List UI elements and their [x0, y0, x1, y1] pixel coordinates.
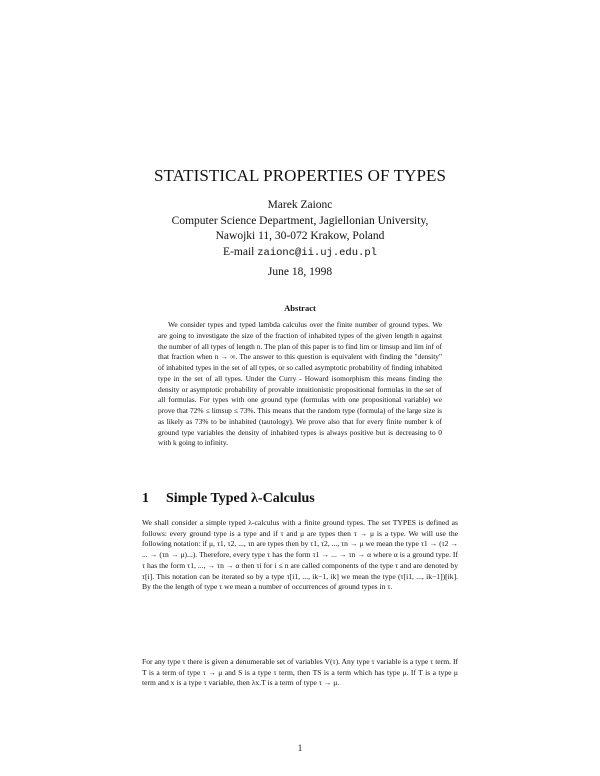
abstract-body: We consider types and typed lambda calculus over the finite number of ground types. We are going to investigate the size of the fraction of inhabited types of the given length n against the number of all types of length n. The plan of this paper is to find lim or limsup and lim inf of that fraction when n → ∞. The answer to this question is equivalent with finding the "density" of inhabited types in the set of all types, or so called asymptotic probability of finding inhabited type in the set of all types. Under the Curry - Howard isomorphism this means finding the density or asymptotic probability of provable intuitionistic propositional formulas in the set of all formulas. For types with one ground type (formulas with one propositional variable) we prove that 72% ≤ limsup ≤ 73%. This means that the random type (formula) of the large size is as likely as 73% to be inhabited (tautology). We prove also that for every finite number k of ground type variables the density of inhabited types is always positive but is decreasing to 0 with k going to infinity. [158, 320, 442, 448]
paper-title: STATISTICAL PROPERTIES OF TYPES [153, 166, 447, 185]
section-paragraph-1: We shall consider a simple typed λ-calculus with a finite ground types. The set TYPES is defined as follows: every ground type is a type and if τ and μ are types then τ → μ is a type. We will use the following notation: if μ, τ1, τ2, ..., τn are types then by τ1, τ2, ..., τn → μ we mean the type τ1 → (τ2 → ... → (τn → μ)...). Therefore, every type τ has the form τ1 → ... → τn → α where α is a ground type. If τ has the form τ1, ..., → τn → α then τi for i ≤ n are called components of the type τ and are denoted by τ[i]. This notation can be iterated so by a type τ[i1, ..., ik−1, ik] we mean the type (τ[i1, ..., ik−1])[ik]. By the the length of type τ we mean a number of occurrences of ground types in τ. [142, 518, 458, 592]
author-email: zaionc@ii.uj.edu.pl [257, 246, 377, 259]
author-email-line [0, 245, 600, 262]
paper-date: June 18, 1998 [267, 266, 333, 278]
section-paragraph-2: For any type τ there is given a denumerable set of variables V(τ). Any type τ variable is a type τ term. If T is a term of type τ → μ and S is a type τ term, then TS is a term which has type μ. If T is a type μ term and x is a type τ variable, then λx.T is a term of type τ → μ. [142, 657, 458, 688]
section-number: 1 [142, 491, 149, 506]
page-number: 1 [297, 743, 303, 753]
author-affiliation: Computer Science Department, Jagiellonian University, [171, 214, 429, 227]
author-address: Nawojki 11, 30-072 Krakow, Poland [215, 230, 385, 242]
author-block [0, 198, 600, 261]
author-name: Marek Zaionc [267, 199, 333, 211]
section-title: Simple Typed λ-Calculus [166, 491, 315, 506]
abstract-heading: Abstract [284, 303, 316, 313]
section-heading [142, 491, 315, 507]
email-label: E-mail [223, 245, 258, 258]
